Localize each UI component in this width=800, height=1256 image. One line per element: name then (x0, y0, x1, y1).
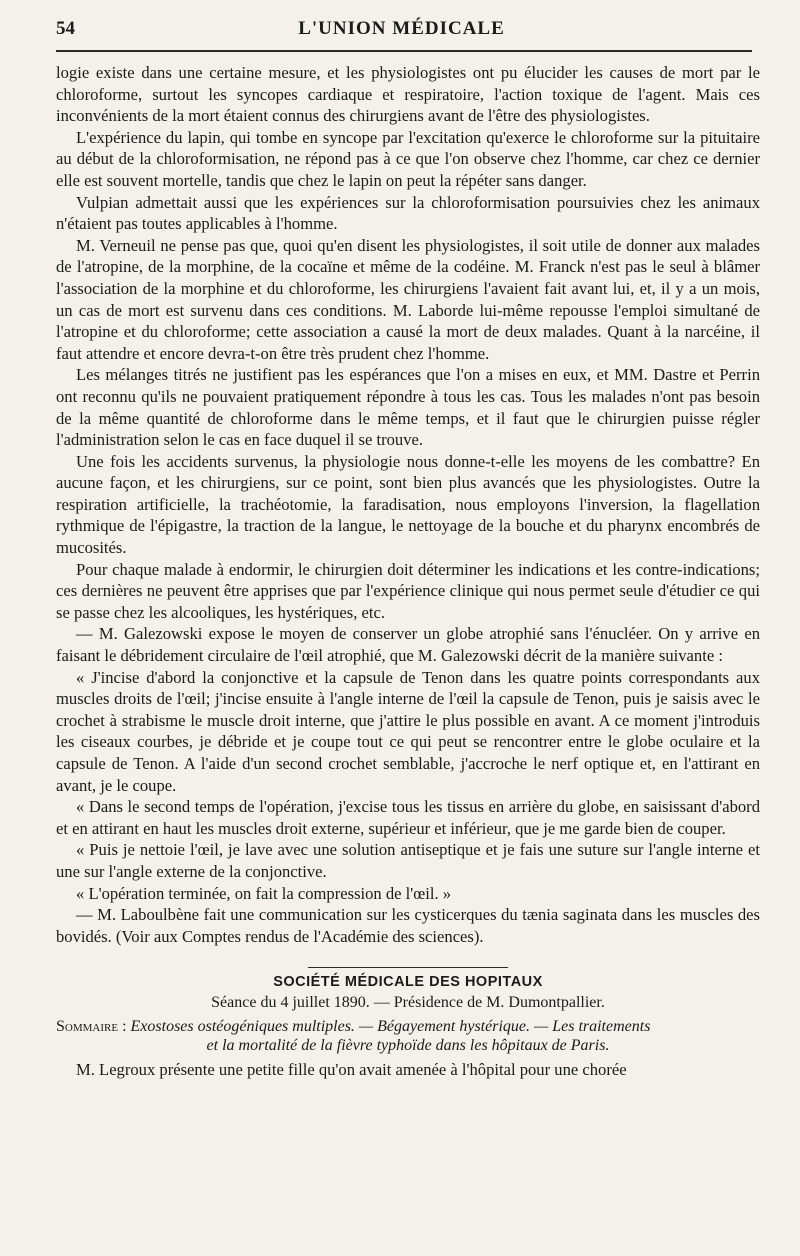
paragraph: M. Verneuil ne pense pas que, quoi qu'en disent les physiologistes, il soit utile de donner aux malades de l'atropine, de la morphine, de la cocaïne et même de la codéine. M. Franck n'est pas le seul à blâmer l'association de la morphine et du chloroforme, les chirurgiens l'avaient fait avant lui, et, il y a un mois, un cas de mort est survenu dans ces conditions. M. Laborde lui-même repousse l'emploi simultané de l'atropine et du chloroforme; cette association a causé la mort de deux malades. Quant à la narcéine, il faut attendre et encore devra-t-on être très prudent chez l'homme. (56, 235, 760, 363)
paragraph: « J'incise d'abord la conjonctive et la capsule de Tenon dans les quatre points correspondants aux muscles droits de l'œil; j'incise ensuite à l'angle interne de l'œil la capsule de Tenon, puis je saisis avec le crochet à strabisme le muscle droit interne, que j'attire le plus possible en avant. A ce moment j'introduis les ciseaux courbes, je débride et je coupe tout ce qui peut se rencontrer entre le globe oculaire et la capsule de Tenon. A l'aide d'un second crochet semblable, j'accroche le nerf optique et, en l'attirant en avant, je le coupe. (56, 667, 760, 795)
page-number: 54 (56, 18, 75, 39)
paragraph: logie existe dans une certaine mesure, et les physiologistes ont pu élucider les causes de mort par le chloroforme, surtout les syncopes cardiaque et respiratoire, l'action toxique de l'agent. Mais ces inconvénients de la mort étaient connus des chirurgiens avant de l'être des physiologistes. (56, 63, 760, 126)
sommaire-items: Exostoses ostéogéniques multiples. — Bégayement hystérique. — Les traitements (130, 1018, 651, 1036)
paragraph: « L'opération terminée, on fait la compression de l'œil. » (76, 883, 452, 903)
section-divider (308, 967, 508, 968)
journal-title: L'UNION MÉDICALE (298, 18, 505, 39)
sommaire-continuation: et la mortalité de la fièvre typhoïde dans les hôpitaux de Paris. (206, 1037, 610, 1055)
section-title: SOCIÉTÉ MÉDICALE DES HOPITAUX (273, 974, 543, 991)
session-line: Séance du 4 juillet 1890. — Présidence de M. Dumontpallier. (211, 994, 605, 1012)
paragraph: « Dans le second temps de l'opération, j'excise tous les tissus en arrière du globe, en saisissant d'abord et en attirant en haut les muscles droit externe, supérieur et inférieur, que je me garde bien de couper. (56, 797, 760, 838)
paragraph: Une fois les accidents survenus, la physiologie nous donne-t-elle les moyens de les combattre? En aucune façon, et les chirurgiens, sur ce point, sont bien plus avancés que les physiologistes. Outre la respiration artificielle, la trachéotomie, la faradisation, nous employons l'inversion, la flagellation rythmique de l'épigastre, la traction de la langue, le nettoyage de la bouche et du pharynx encombrés de mucosités. (56, 451, 760, 558)
paragraph: — M. Laboulbène fait une communication sur les cysticerques du tænia saginata dans les muscles des bovidés. (Voir aux Comptes rendus de l'Académie des sciences). (56, 905, 760, 946)
paragraph: Pour chaque malade à endormir, le chirurgien doit déterminer les indications et les contre-indications; ces dernières ne peuvent être apprises que par l'expérience clinique qui nous permet seule d'étudier ce qui se passe chez les alcooliques, les hystériques, etc. (56, 559, 760, 622)
sommaire (56, 1016, 760, 1037)
sommaire-label: Sommaire : (56, 1018, 127, 1036)
paragraph: — M. Galezowski expose le moyen de conserver un globe atrophié sans l'énucléer. On y arrive en faisant le débridement circulaire de l'œil atrophié, que M. Galezowski décrit de la manière suivante : (56, 624, 760, 666)
running-head (56, 18, 752, 52)
paragraph: Vulpian admettait aussi que les expériences sur la chloroformisation poursuivies chez les animaux n'étaient pas toutes applicables à l'homme. (56, 192, 760, 234)
paragraph: M. Legroux présente une petite fille qu'on avait amenée à l'hôpital pour une chorée (76, 1060, 627, 1080)
paragraph: Les mélanges titrés ne justifient pas les espérances que l'on a mises en eux, et MM. Dastre et Perrin ont reconnu qu'ils ne pouvaient pratiquement répondre à tous les cas. Tous les malades n'ont pas besoin de la même quantité de chloroforme dans le même temps, et il faut que le chirurgien puisse régler l'administration selon le cas en face duquel il se trouve. (56, 365, 760, 450)
paragraph: L'expérience du lapin, qui tombe en syncope par l'excitation qu'exerce le chloroforme sur la pituitaire au début de la chloroformisation, ne répond pas à ce que l'on observe chez l'homme, car chez ce dernier elle est souvent mortelle, tandis que chez le lapin on peut la répéter sans danger. (56, 127, 760, 190)
article-body (56, 62, 760, 947)
paragraph: « Puis je nettoie l'œil, je lave avec une solution antiseptique et je fais une suture sur l'angle interne et une sur l'angle externe de la conjonctive. (56, 840, 760, 881)
